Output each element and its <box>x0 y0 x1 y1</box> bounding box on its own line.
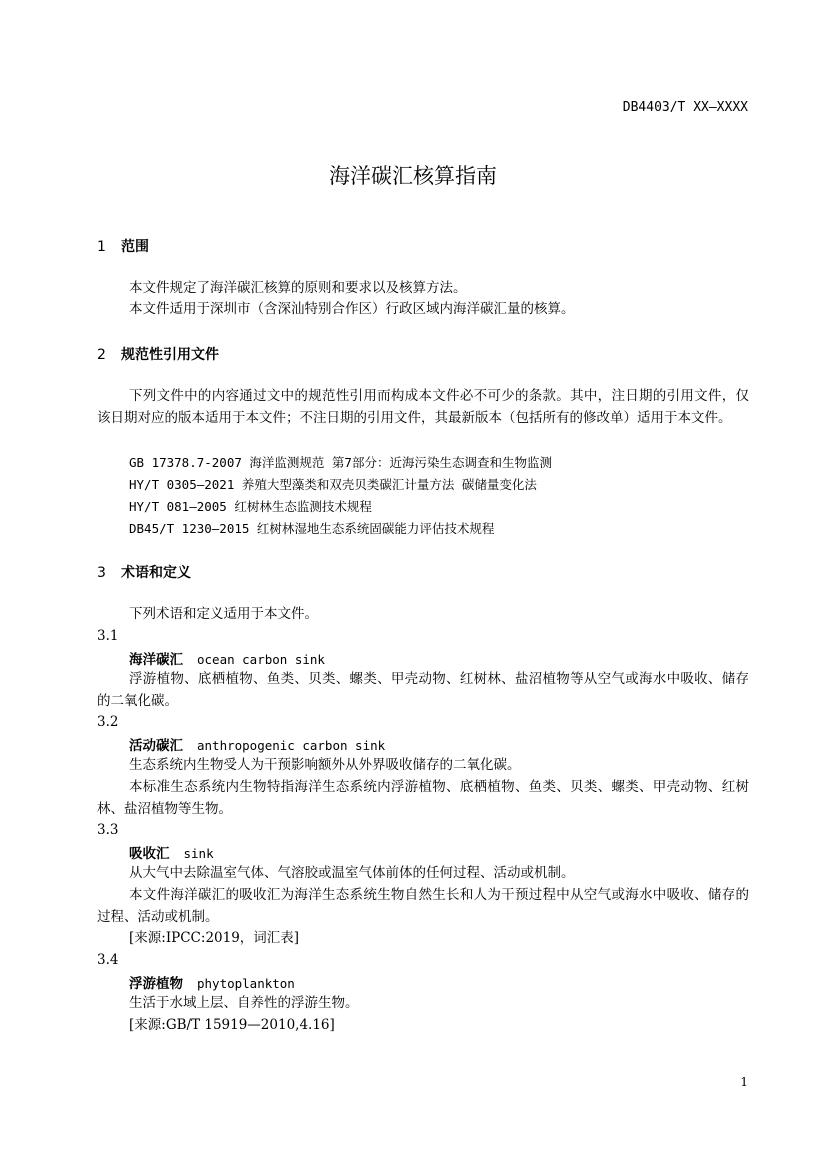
term-number: 3.4 <box>97 952 119 968</box>
term-definition: 生态系统内生物受人为干预影响额外从外界吸收储存的二氧化碳。 <box>129 757 521 773</box>
section-1-heading <box>97 236 149 256</box>
section-number: 2 <box>97 347 106 363</box>
term-source: [来源:GB/T 15919—2010,4.16] <box>129 1017 335 1033</box>
paragraph: 本文件规定了海洋碳汇核算的原则和要求以及核算方法。 <box>129 280 467 296</box>
standard-code: DB4403/T XX—XXXX <box>622 100 748 115</box>
document-title: 海洋碳汇核算指南 <box>329 164 497 188</box>
term-en: anthropogenic carbon sink <box>197 738 386 753</box>
page-number: 1 <box>740 1075 748 1089</box>
section-2-heading <box>97 344 219 364</box>
term-heading <box>129 972 295 992</box>
reference-item: GB 17378.7-2007 海洋监测规范 第7部分：近海污染生态调查和生物监测 <box>129 455 552 470</box>
term-en: ocean carbon sink <box>197 652 325 667</box>
term-heading <box>129 734 385 754</box>
term-zh: 浮游植物 <box>129 976 183 992</box>
section-title: 范围 <box>121 239 149 255</box>
paragraph: 下列文件中的内容通过文中的规范性引用而构成本文件必不可少的条款。其中，注日期的引用文件，仅该日期对应的版本适用于本文件；不注日期的引用文件，其最新版本（包括所有的修改单）适用于本文件。 <box>97 388 749 426</box>
term-heading <box>129 842 214 862</box>
term-en: sink <box>183 846 214 861</box>
term-note: 本文件海洋碳汇的吸收汇为海洋生态系统生物自然生长和人为干预过程中从空气或海水中吸收、储存的过程、活动或机制。 <box>97 887 749 925</box>
paragraph: 下列术语和定义适用于本文件。 <box>129 606 318 622</box>
term-zh: 吸收汇 <box>129 846 170 862</box>
term-number: 3.1 <box>97 628 119 644</box>
section-title: 规范性引用文件 <box>121 347 219 363</box>
term-definition: 生活于水域上层、自养性的浮游生物。 <box>129 995 359 1011</box>
reference-item: DB45/T 1230—2015 红树林湿地生态系统固碳能力评估技术规程 <box>129 521 495 536</box>
term-zh: 海洋碳汇 <box>129 652 183 668</box>
reference-item: HY/T 0305—2021 养殖大型藻类和双壳贝类碳汇计量方法 碳储量变化法 <box>129 477 537 492</box>
paragraph: 本文件适用于深圳市（含深汕特别合作区）行政区域内海洋碳汇量的核算。 <box>129 301 575 317</box>
term-source: [来源:IPCC:2019，词汇表] <box>129 930 300 946</box>
section-number: 1 <box>97 239 106 255</box>
term-heading <box>129 648 325 668</box>
section-number: 3 <box>97 565 106 581</box>
term-note: 本标准生态系统内生物特指海洋生态系统内浮游植物、底栖植物、鱼类、贝类、螺类、甲壳动物、红树林、盐沼植物等生物。 <box>97 779 749 817</box>
section-title: 术语和定义 <box>121 565 191 581</box>
term-number: 3.2 <box>97 714 119 730</box>
reference-item: HY/T 081—2005 红树林生态监测技术规程 <box>129 499 372 514</box>
term-definition: 从大气中去除温室气体、气溶胶或温室气体前体的任何过程、活动或机制。 <box>129 865 575 881</box>
term-definition: 浮游植物、底栖植物、鱼类、贝类、螺类、甲壳动物、红树林、盐沼植物等从空气或海水中吸收、储存的二氧化碳。 <box>97 671 749 709</box>
term-en: phytoplankton <box>197 976 295 991</box>
section-3-heading <box>97 562 191 582</box>
term-zh: 活动碳汇 <box>129 738 183 754</box>
term-number: 3.3 <box>97 822 119 838</box>
